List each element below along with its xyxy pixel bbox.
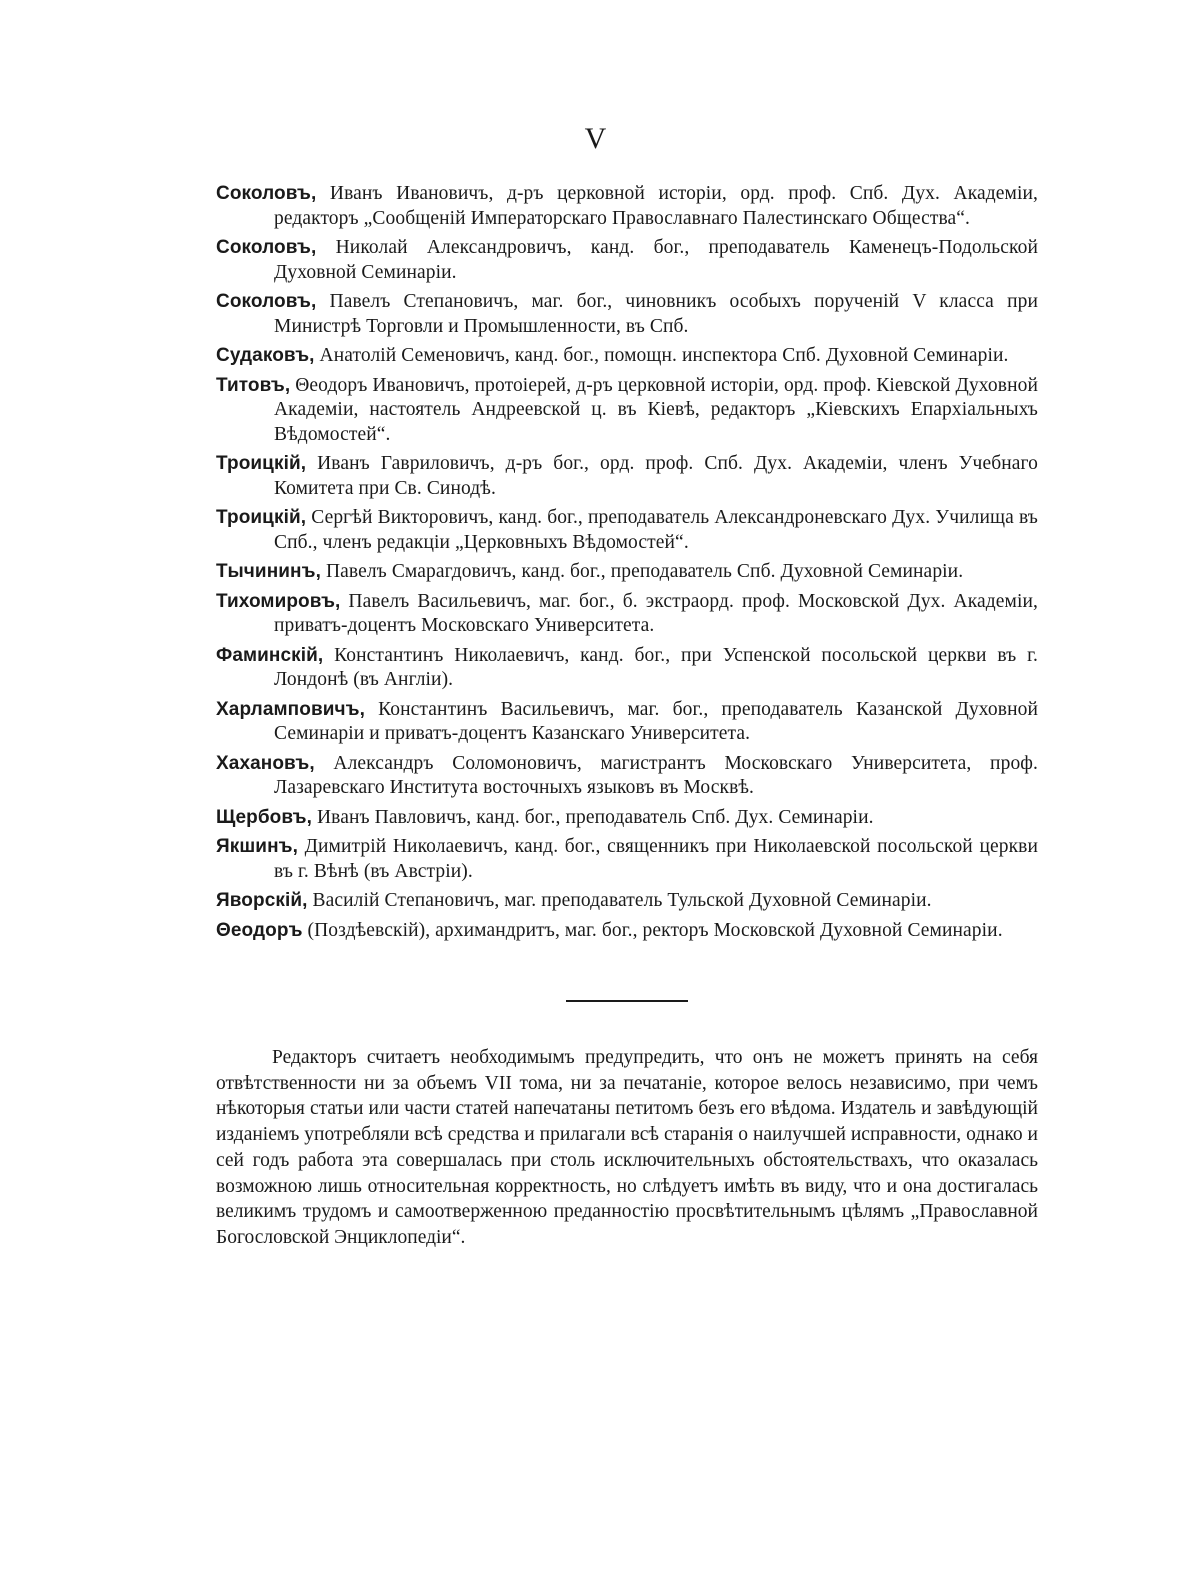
contributor-entry [216,506,1038,555]
contributor-entry [216,182,1038,231]
contributor-entry [216,290,1038,339]
contributor-entry [216,806,1038,831]
contributor-surname: Титовъ, [216,374,291,396]
contributor-surname: Соколовъ, [216,291,317,312]
contributor-details: Константинъ Васильевичъ, маг. бог., преподаватель Казанской Духовной Семинаріи и приватъ-доцентъ Казанскаго Университета. [274,698,1038,744]
contributor-surname: Фаминскій, [216,644,324,666]
contributor-surname: Тычининъ, [216,561,321,582]
contributor-surname: Харламповичъ, [216,698,365,720]
contributor-surname: Якшинъ, [216,836,298,857]
contributor-details: Анатолій Семеновичъ, канд. бог., помощн. инспектора Спб. Духовной Семинаріи. [314,345,1009,366]
contributor-details: (Поздѣевскій), архимандритъ, маг. бог., ректоръ Московской Духовной Семинаріи. [302,919,1003,941]
contributor-details: Θеодоръ Ивановичъ, протоіерей, д-ръ церковной исторіи, орд. проф. Кіевской Духовной Академіи, настоятель Андреевской ц. въ Кіевѣ, редакторъ „Кіевскихъ Епархіальныхъ Вѣдомостей“. [274,374,1038,445]
contributor-details: Павелъ Васильевичъ, маг. бог., б. экстраорд. проф. Московской Дух. Академіи, приватъ-доцентъ Московскаго Университета. [274,590,1038,636]
contributor-surname: Судаковъ, [216,345,315,366]
contributor-entry [216,919,1038,944]
contributor-details: Павелъ Степановичъ, маг. бог., чиновникъ особыхъ порученій V класса при Министрѣ Торговли и Промышленности, въ Спб. [274,291,1038,337]
page-number: V [584,122,607,155]
contributor-details: Сергѣй Викторовичъ, канд. бог., преподаватель Александроневскаго Дух. Училища въ Спб., членъ редакціи „Церковныхъ Вѣдомостей“. [274,507,1038,553]
contributor-surname: Яворскій, [216,890,308,911]
contributor-details: Василій Степановичъ, маг. преподаватель Тульской Духовной Семинаріи. [307,890,932,911]
contributor-surname: Хахановъ, [216,752,315,774]
contributor-surname: Троицкій, [216,453,307,474]
contributor-entry [216,560,1038,585]
contributor-surname: Троицкій, [216,507,307,528]
contributor-surname: Соколовъ, [216,183,317,204]
contributor-entry [216,835,1038,884]
contributor-entry [216,644,1038,693]
contributor-details: Иванъ Ивановичъ, д-ръ церковной исторіи, орд. проф. Спб. Дух. Академіи, редакторъ „Сообщеній Императорскаго Православнаго Палестинскаго Общества“. [274,183,1038,229]
contributor-surname: Тихомировъ, [216,590,341,612]
editor-notice: Редакторъ считаетъ необходимымъ предупредить, что онъ не можетъ принять на себя отвѣтственности ни за объемъ VII тома, ни за печатаніе, которое велось независимо, при чемъ нѣкоторыя статьи или части статей напечатаны петитомъ безъ его вѣдома. Издатель и завѣдующій изданіемъ употребляли всѣ средства и прилагали всѣ старанія о наилучшей исправности, однако и сей годъ работа эта совершалась при столь исключительныхъ обстоятельствахъ, что оказалась возможною лишь относительная корректность, но слѣдуетъ имѣть въ виду, что и она достигалась великимъ трудомъ и самоотверженною преданностію просвѣтительнымъ цѣлямъ „Православной Богословской Энциклопедіи“. [216,1047,1038,1248]
contributor-entry [216,752,1038,801]
contributor-details: Иванъ Павловичъ, канд. бог., преподаватель Спб. Дух. Семинаріи. [312,806,874,828]
contributor-entry [216,236,1038,285]
contributor-surname: Θеодоръ [216,919,303,941]
contributors-list [216,182,1038,948]
contributor-surname: Соколовъ, [216,237,317,258]
contributor-details: Александръ Соломоновичъ, магистрантъ Московскаго Университета, проф. Лазаревскаго Института восточныхъ языковъ въ Москвѣ. [274,752,1038,798]
contributor-entry [216,374,1038,448]
contributor-details: Павелъ Смарагдовичъ, канд. бог., преподаватель Спб. Духовной Семинаріи. [320,561,964,582]
contributor-entry [216,889,1038,914]
contributor-entry [216,344,1038,369]
contributor-entry [216,452,1038,501]
contributor-details: Димитрій Николаевичъ, канд. бог., священникъ при Николаевской посольской церкви въ г. Вѣнѣ (въ Австріи). [274,836,1038,882]
contributor-surname: Щербовъ, [216,806,313,828]
contributor-details: Константинъ Николаевичъ, канд. бог., при Успенской посольской церкви въ г. Лондонѣ (въ Англіи). [274,644,1038,690]
contributor-details: Николай Александровичъ, канд. бог., преподаватель Каменецъ-Подольской Духовной Семинаріи. [274,237,1038,283]
contributor-entry [216,590,1038,639]
section-divider [566,1000,688,1002]
contributor-entry [216,698,1038,747]
contributor-details: Иванъ Гавриловичъ, д-ръ бог., орд. проф. Спб. Дух. Академіи, членъ Учебнаго Комитета при Св. Синодѣ. [274,453,1038,499]
